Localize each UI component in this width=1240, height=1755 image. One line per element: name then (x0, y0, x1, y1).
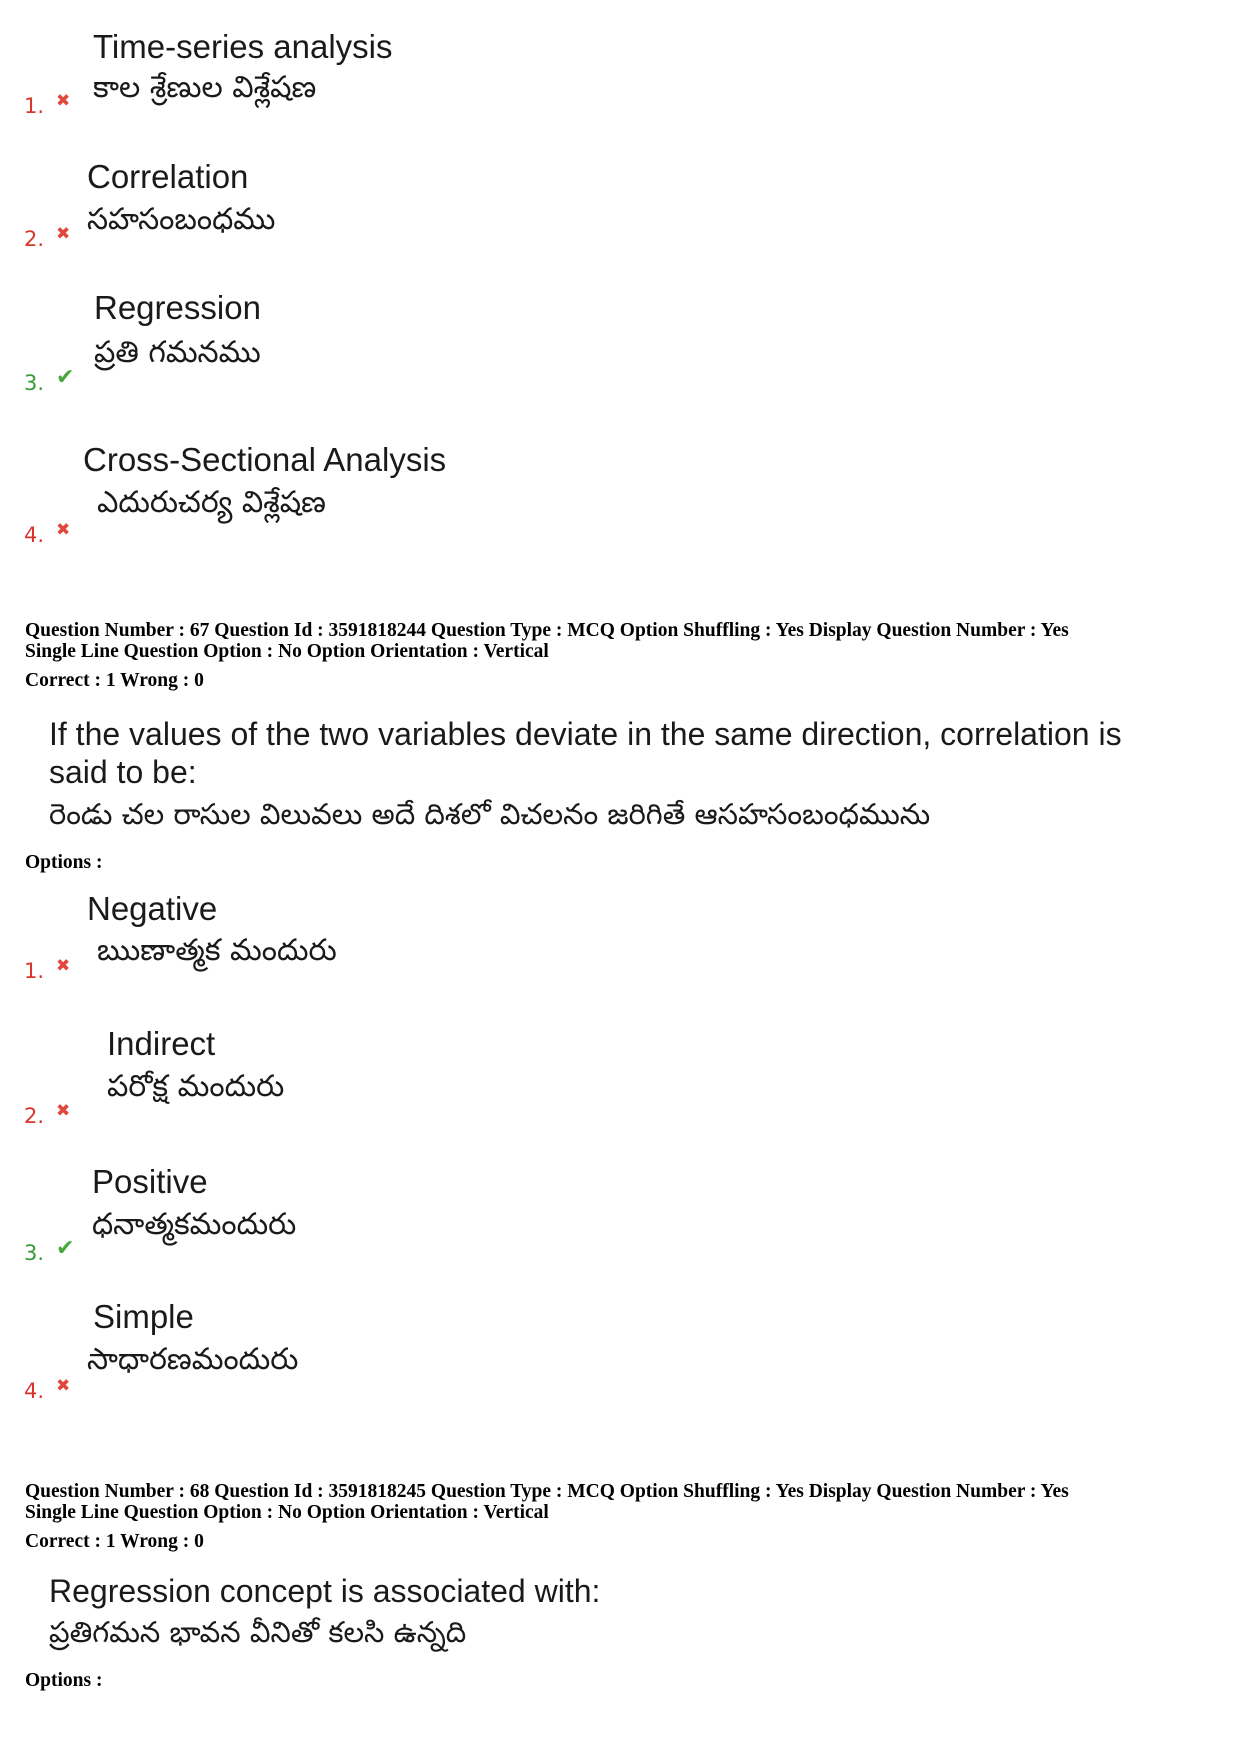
options-label: Options : (25, 852, 103, 873)
question-meta-line: Question Number : 68 Question Id : 3591818245 Question Type : MCQ Option Shuffling : Yes Display Question Number : Yes (25, 1481, 1069, 1502)
question-meta-line: Single Line Question Option : No Option Orientation : Vertical (25, 641, 549, 662)
question-text-line: If the values of the two variables deviate in the same direction, correlation is (49, 716, 1122, 752)
options-label: Options : (25, 1670, 103, 1691)
question-text-te: ప్రతిగమన భావన వీనితో కలసి ఉన్నది (49, 1615, 467, 1649)
option-text-en: Regression (94, 289, 261, 326)
option-text-te: ఋణాత్మక మందురు (97, 933, 337, 968)
option-text-te: సాధారణమందురు (87, 1342, 299, 1377)
option-text-te: సహసంబంధము (87, 202, 276, 237)
option-text-en: Simple (93, 1298, 194, 1335)
check-mark-icon: ✔ (56, 365, 75, 390)
option-text-te: పరోక్ష మందురు (107, 1069, 285, 1104)
question-meta (25, 620, 1069, 691)
option-number: 3. (24, 371, 45, 395)
score-line: Correct : 1 Wrong : 0 (25, 1531, 204, 1552)
question-meta-line: Single Line Question Option : No Option Orientation : Vertical (25, 1502, 549, 1523)
option-text-te: కాల శ్రేణుల విశ్లేషణ (93, 70, 317, 105)
option-text-en: Correlation (87, 158, 249, 195)
option-text-te: ప్రతి గమనము (94, 335, 261, 370)
option-text-en: Positive (92, 1163, 208, 1200)
option-text-en: Cross-Sectional Analysis (83, 441, 447, 478)
option-number: 1. (24, 94, 45, 118)
cross-mark-icon: ✖ (56, 956, 71, 976)
cross-mark-icon: ✖ (56, 1101, 71, 1121)
question-text-en: Regression concept is associated with: (49, 1573, 601, 1609)
cross-mark-icon: ✖ (56, 224, 71, 244)
question-text-line: said to be: (49, 754, 197, 790)
question-text-te: రెండు చల రాసుల విలువలు అదే దిశలో విచలనం జరిగితే ఆసహసంబంధమును (49, 797, 931, 831)
option-text-en: Negative (87, 890, 218, 927)
question-meta-line: Question Number : 67 Question Id : 3591818244 Question Type : MCQ Option Shuffling : Yes Display Question Number : Yes (25, 620, 1069, 641)
option-number: 3. (24, 1241, 45, 1265)
question-text-en (49, 715, 1122, 791)
question-meta (25, 1481, 1069, 1552)
option-number: 2. (24, 1104, 45, 1128)
score-line: Correct : 1 Wrong : 0 (25, 670, 204, 691)
option-number: 2. (24, 227, 45, 251)
option-text-en: Time-series analysis (93, 28, 393, 65)
check-mark-icon: ✔ (56, 1236, 75, 1261)
cross-mark-icon: ✖ (56, 520, 71, 540)
option-number: 1. (24, 959, 45, 983)
option-number: 4. (24, 523, 45, 547)
cross-mark-icon: ✖ (56, 1376, 71, 1396)
cross-mark-icon: ✖ (56, 91, 71, 111)
option-text-te: ధనాత్మకమందురు (92, 1207, 297, 1242)
option-number: 4. (24, 1379, 45, 1403)
option-text-en: Indirect (107, 1025, 216, 1062)
option-text-te: ఎదురుచర్య విశ్లేషణ (97, 485, 326, 520)
